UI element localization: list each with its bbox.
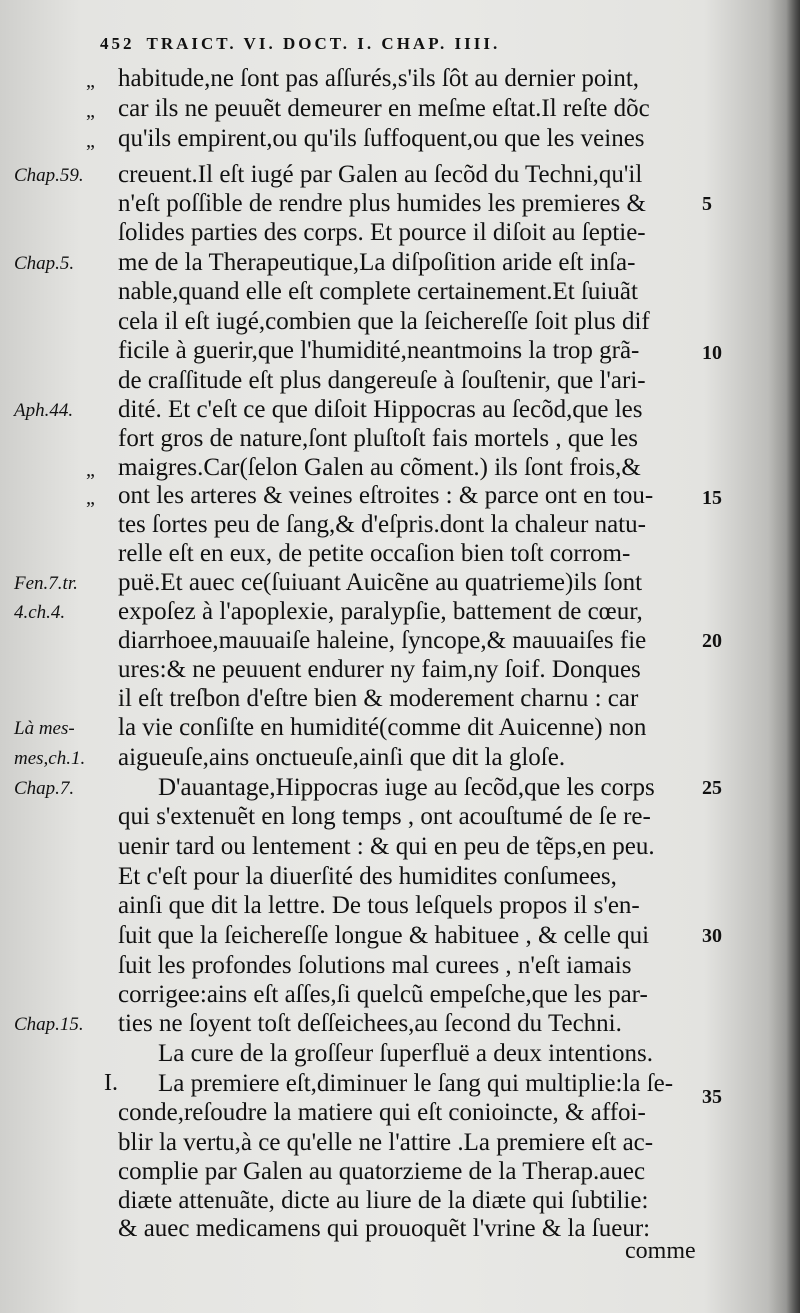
catchword: comme bbox=[625, 1238, 696, 1264]
line-number: 25 bbox=[702, 777, 722, 799]
line-number: 5 bbox=[702, 193, 712, 215]
line-number: 15 bbox=[702, 487, 722, 509]
text-line: de craſſitude eſt plus dangereuſe à ſouſtenir, que l'ari- bbox=[118, 367, 646, 394]
text-line: ainſi que dit la lettre. De tous leſquels propos il s'en- bbox=[118, 892, 640, 919]
margin-note: Là mes- bbox=[14, 718, 75, 739]
text-line: qui s'extenuẽt en long temps , ont acouſtumé de ſe re- bbox=[118, 803, 651, 830]
text-line: aigueuſe,ains onctueuſe,ainſi que dit la gloſe. bbox=[118, 744, 566, 771]
margin-note: 4.ch.4. bbox=[14, 602, 66, 623]
text-line: habitude,ne ſont pas aſſurés,s'ils ſôt au dernier point, bbox=[118, 65, 640, 92]
text-line: blir la vertu,à ce qu'elle ne l'attire .La premiere eſt ac- bbox=[118, 1129, 654, 1156]
quote-mark: „ bbox=[86, 130, 95, 152]
margin-note: Chap.5. bbox=[14, 253, 75, 274]
line-number: 35 bbox=[702, 1086, 722, 1108]
text-line: ties ne ſoyent toſt deſſeichees,au ſecond du Techni. bbox=[118, 1010, 622, 1037]
margin-note: Chap.15. bbox=[14, 1014, 84, 1035]
page-edge-shadow bbox=[786, 0, 800, 1313]
quote-mark: „ bbox=[86, 459, 95, 481]
text-line: nable,quand elle eſt complete certainement.Et ſuiuãt bbox=[118, 278, 638, 305]
text-line: ſolides parties des corps. Et pource il diſoit au ſeptie- bbox=[118, 219, 646, 246]
text-line: diarrhoee,mauuaiſe haleine, ſyncope,& mauuaiſes fie bbox=[118, 627, 647, 654]
running-title: TRAICT. VI. DOCT. I. CHAP. IIII. bbox=[146, 34, 501, 53]
line-number: 20 bbox=[702, 630, 722, 652]
quote-mark: „ bbox=[86, 487, 95, 509]
text-line: cela il eſt iugé,combien que la ſeichereſſe ſoit plus dif bbox=[118, 308, 650, 335]
text-line: ſuit les profondes ſolutions mal curees , n'eſt iamais bbox=[118, 952, 632, 979]
text-line: relle eſt en eux, de petite occaſion bien toſt corrom- bbox=[118, 540, 631, 567]
text-line: ficile à guerir,que l'humidité,neantmoins la trop grã- bbox=[118, 337, 640, 364]
margin-roman-numeral: I. bbox=[104, 1070, 118, 1096]
running-header bbox=[100, 34, 670, 54]
text-line: n'eſt poſſible de rendre plus humides les premieres & bbox=[118, 190, 646, 217]
text-line: Et c'eſt pour la diuerſité des humidites conſumees, bbox=[118, 863, 617, 890]
margin-note: mes,ch.1. bbox=[14, 748, 86, 769]
text-line: car ils ne peuuẽt demeurer en meſme eſtat.Il reſte dõc bbox=[118, 95, 650, 122]
quote-mark: „ bbox=[86, 70, 95, 92]
text-line: complie par Galen au quatorzieme de la Therap.auec bbox=[118, 1158, 646, 1185]
text-line: ſuit que la ſeichereſſe longue & habituee , & celle qui bbox=[118, 922, 650, 949]
text-line: maigres.Car(ſelon Galen au cõment.) ils ſont frois,& bbox=[118, 454, 641, 481]
text-line: la vie conſiſte en humidité(comme dit Auicenne) non bbox=[118, 714, 647, 741]
text-line: dité. Et c'eſt ce que diſoit Hippocras au ſecõd,que les bbox=[118, 396, 643, 423]
margin-note: Aph.44. bbox=[14, 400, 74, 421]
text-line: creuent.Il eſt iugé par Galen au ſecõd du Techni,qu'il bbox=[118, 161, 643, 188]
text-line: La cure de la groſſeur ſuperfluë a deux intentions. bbox=[158, 1040, 653, 1067]
quote-mark: „ bbox=[86, 100, 95, 122]
text-line: me de la Therapeutique,La diſpoſition aride eſt inſa- bbox=[118, 249, 636, 276]
margin-note: Fen.7.tr. bbox=[14, 573, 78, 594]
text-line: qu'ils empirent,ou qu'ils ſuffoquent,ou que les veines bbox=[118, 125, 645, 152]
text-line: expoſez à l'apoplexie, paralypſie, battement de cœur, bbox=[118, 598, 643, 625]
margin-note: Chap.7. bbox=[14, 778, 75, 799]
line-number: 30 bbox=[702, 925, 722, 947]
margin-note: Chap.59. bbox=[14, 165, 84, 186]
text-line: tes ſortes peu de ſang,& d'eſpris.dont la chaleur natu- bbox=[118, 511, 646, 538]
line-number: 10 bbox=[702, 342, 722, 364]
text-line: & auec medicamens qui prouoquẽt l'vrine & la ſueur: bbox=[118, 1215, 651, 1242]
text-line: il eſt treſbon d'eſtre bien & moderement charnu : car bbox=[118, 685, 639, 712]
text-line: ures:& ne peuuent endurer ny faim,ny ſoif. Donques bbox=[118, 656, 641, 683]
text-line: fort gros de nature,ſont pluſtoſt fais mortels , que les bbox=[118, 425, 639, 452]
text-line: uenir tard ou lentement : & qui en peu de tẽps,en peu. bbox=[118, 833, 655, 860]
text-line: conde,reſoudre la matiere qui eſt conioincte, & affoi- bbox=[118, 1099, 646, 1126]
text-line: corrigee:ains eſt aſſes,ſi quelcũ empeſche,que les par- bbox=[118, 981, 648, 1008]
text-line: D'auantage,Hippocras iuge au ſecõd,que les corps bbox=[158, 774, 655, 801]
text-line: La premiere eſt,diminuer le ſang qui multiplie:la ſe- bbox=[158, 1070, 674, 1097]
page-number: 452 bbox=[100, 34, 135, 53]
text-line: ont les arteres & veines eſtroites : & parce ont en tou- bbox=[118, 482, 654, 509]
text-line: diæte attenuãte, dicte au liure de la diæte qui ſubtilie: bbox=[118, 1187, 649, 1214]
text-line: puë.Et auec ce(ſuiuant Auicẽne au quatrieme)ils ſont bbox=[118, 569, 643, 596]
